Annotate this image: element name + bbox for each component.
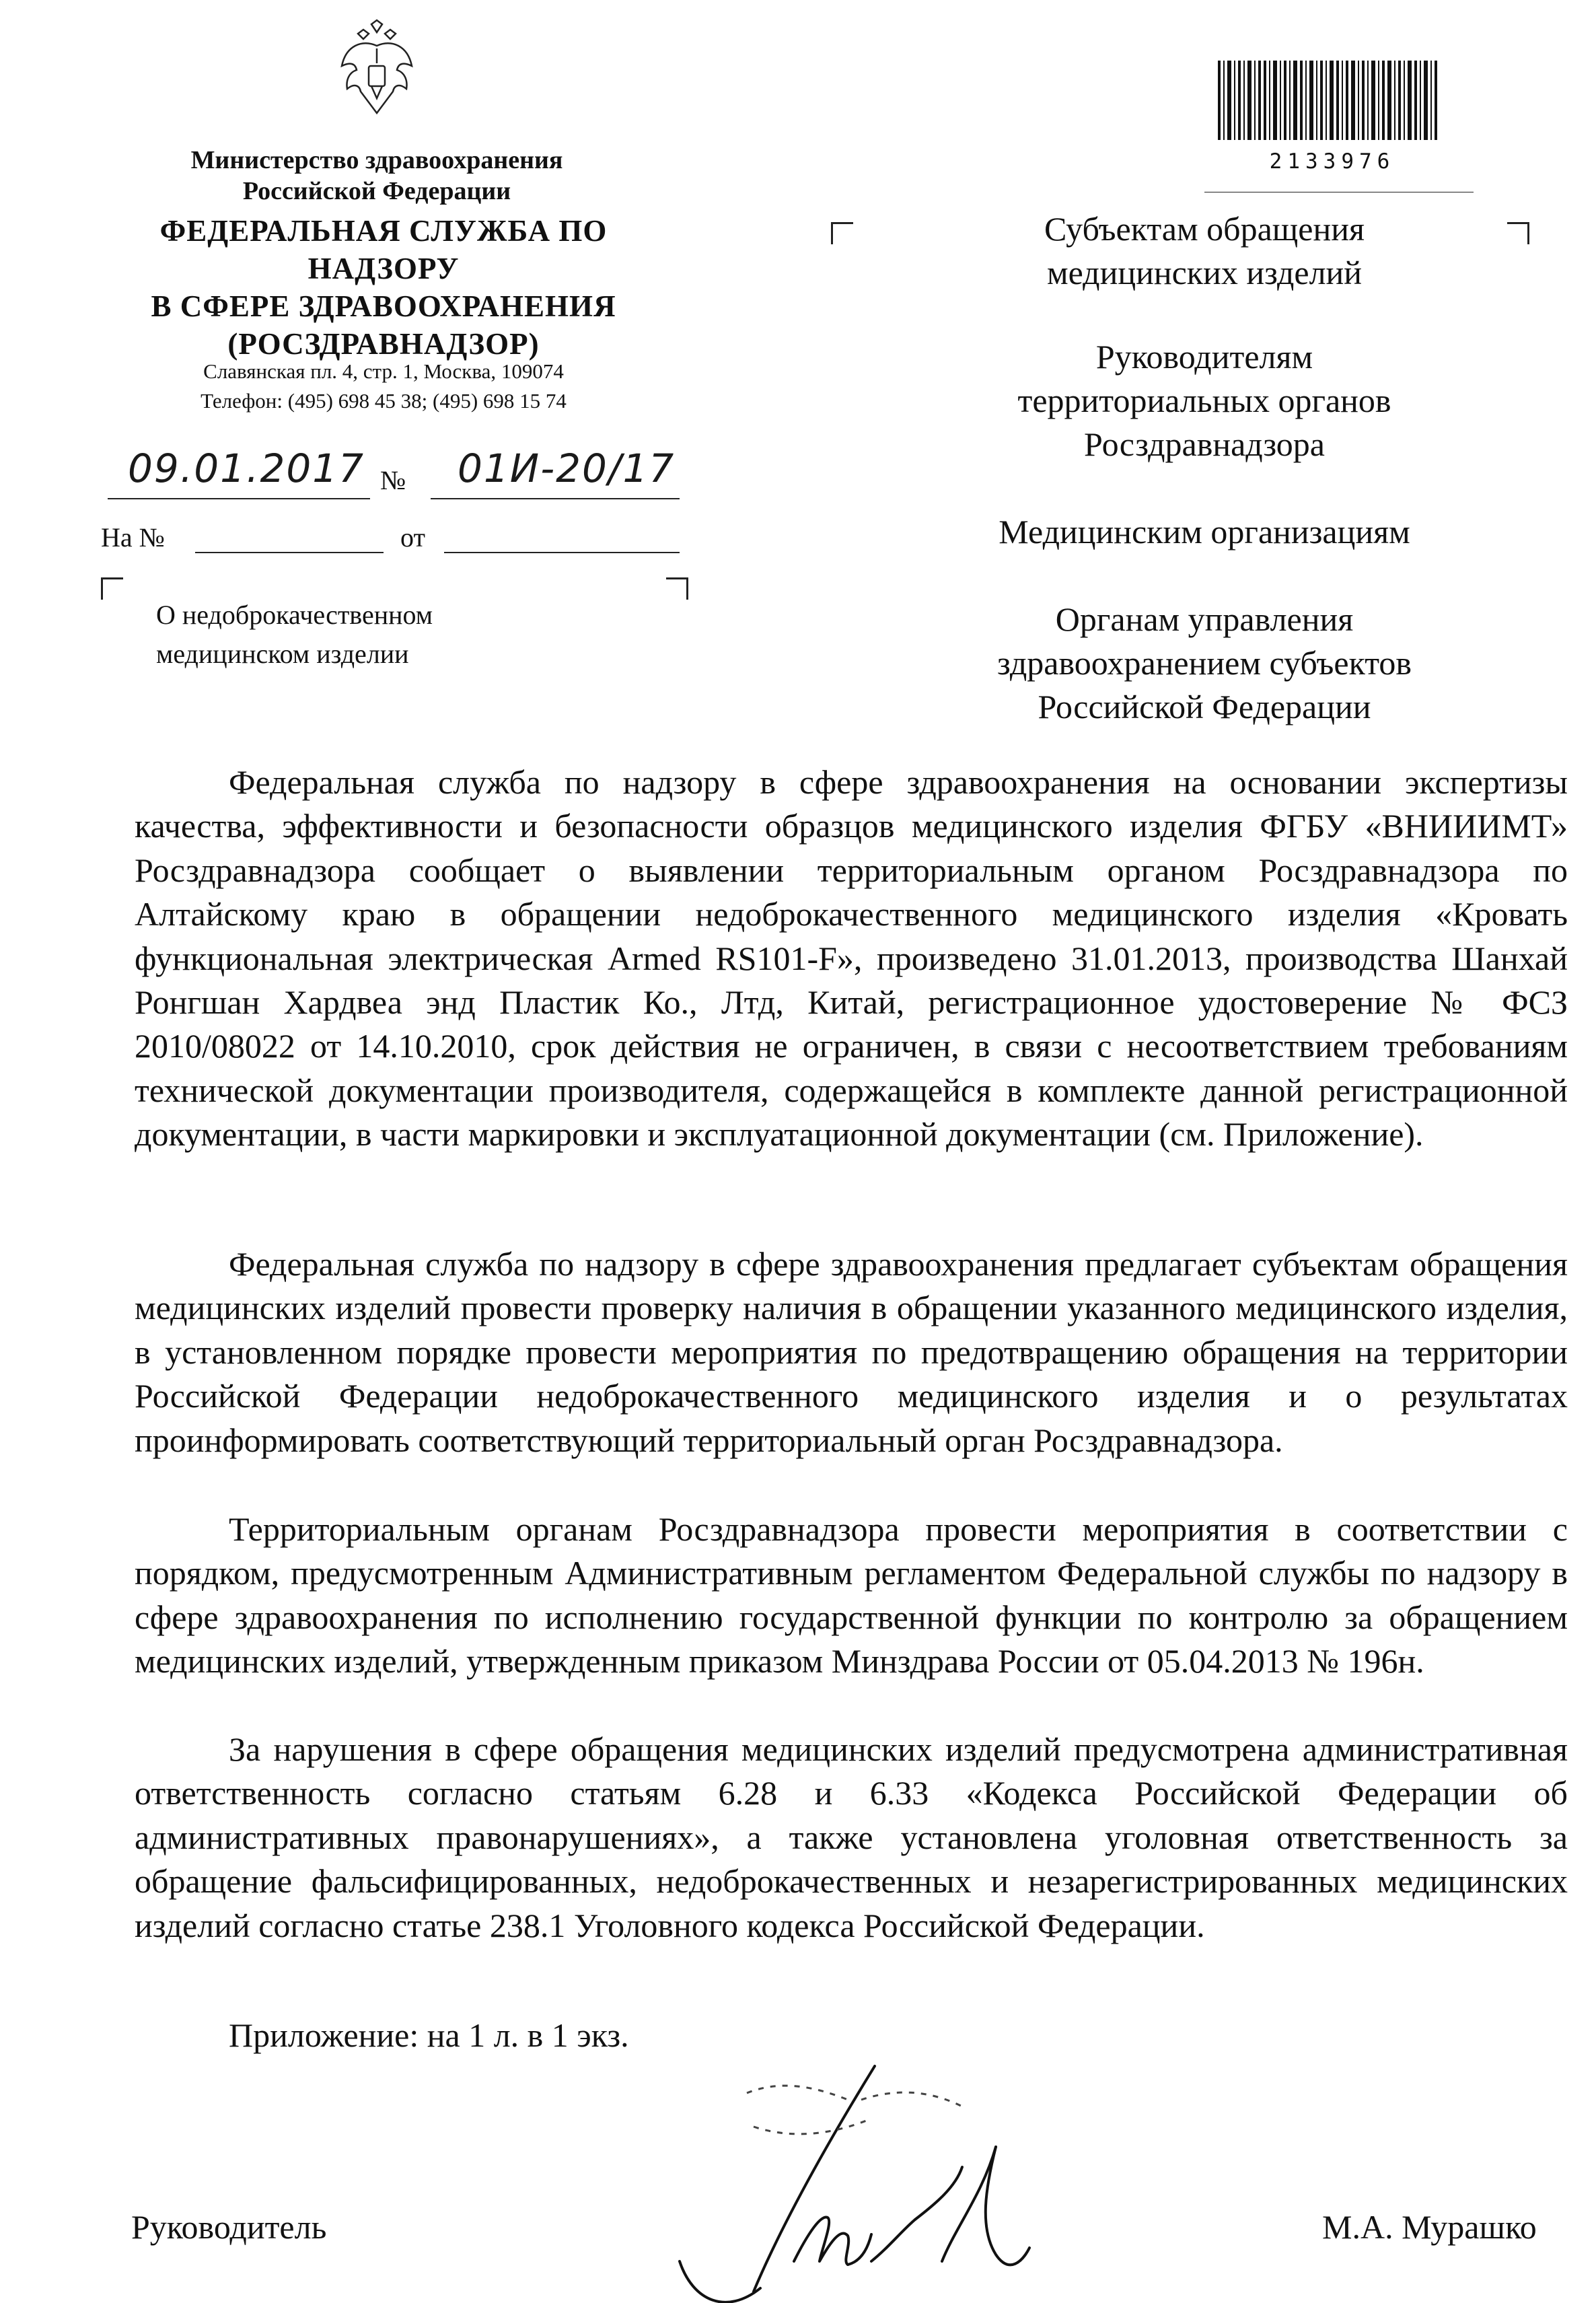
body-paragraph-4 xyxy=(135,1728,1568,1948)
barcode-number: 2133976 xyxy=(1269,149,1395,174)
subject xyxy=(156,596,627,674)
recipient-line: Российской Федерации xyxy=(1038,688,1371,725)
ref-number-underline xyxy=(195,552,384,553)
number-underline xyxy=(431,498,680,499)
ref-label: На № xyxy=(101,522,165,553)
paragraph-text: За нарушения в сфере обращения медицинских изделий предусмотрена административная ответственность согласно статьям 6.28 и 6.33 «Кодекса Российской Федерации об административных правонарушениях», а также установлена уголовная ответственность за обращение фальсифицированных, недоброкачественных и незарегистрированных медицинских изделий согласно статье 238.1 Уголовного кодекса Российской Федерации. xyxy=(135,1730,1568,1944)
paragraph-text: Федеральная служба по надзору в сфере здравоохранения на основании экспертизы качества, эффективности и безопасности образцов медицинского изделия ФГБУ «ВНИИИМТ» Росздравнадзора сообщает о выявлении территориальным органом Росздравнадзора по Алтайскому краю в обращении недоброкачественного медицинского изделия «Кровать функциональная электрическая Armed RS101-F», произведено 31.01.2013, производства Шанхай Ронгшан Хардвеа энд Пластик Ко., Лтд, Китай, регистрационное удостоверение № ФСЗ 2010/08022 от 14.10.2010, срок действия не ограничен, в связи с несоответствием требованиям технической документации производителя, содержащейся в комплекте данной регистрационной документации, в части маркировки и эксплуатационной документации (см. Приложение). xyxy=(135,763,1568,1154)
registration-number: 01И-20/17 xyxy=(458,446,676,491)
number-sign: № xyxy=(380,465,406,495)
paragraph-text: Территориальным органам Росздравнадзора провести мероприятия в соответствии с порядком, предусмотренным Административным регламентом Федеральной службы по надзору в сфере здравоохранения по исполнению государственной функции по контролю за обращением медицинских изделий, утвержденным приказом Минздрава России от 05.04.2013 № 196н. xyxy=(135,1510,1568,1680)
ministry-line1: Министерство здравоохранения xyxy=(190,146,563,174)
subject-line2: медицинском изделии xyxy=(156,639,409,669)
signatory-name: М.А. Мурашко xyxy=(1322,2208,1537,2246)
recipient-line: территориальных органов xyxy=(1017,382,1391,419)
recipient-line: Органам управления xyxy=(1055,600,1354,638)
address-line: Славянская пл. 4, стр. 1, Москва, 109074 xyxy=(203,359,564,383)
registration-date: 09.01.2017 xyxy=(128,446,365,491)
recipients-corner-right xyxy=(1507,222,1529,244)
recipient-block-1 xyxy=(902,207,1507,295)
paragraph-text: Федеральная служба по надзору в сфере здравоохранения предлагает субъектам обращения медицинских изделий провести проверку наличия в обращении указанного медицинского изделия, в установленном порядке провести мероприятия по предотвращению обращения на территории Российской Федерации недоброкачественного медицинского изделия и о результатах проинформировать соответствующий территориальный орган Росздравнадзора. xyxy=(135,1245,1568,1459)
signature-icon xyxy=(646,2059,1117,2303)
address-block xyxy=(108,357,659,416)
subject-corner-right xyxy=(666,577,688,600)
recipient-line: Медицинским организациям xyxy=(999,513,1410,551)
ministry-line2: Российской Федерации xyxy=(242,177,511,205)
recipient-line: здравоохранением субъектов xyxy=(996,644,1412,682)
subject-line1: О недоброкачественном xyxy=(156,600,433,630)
ministry-name xyxy=(121,145,632,207)
date-underline xyxy=(108,498,370,499)
coat-of-arms-icon xyxy=(336,19,417,127)
annex-note: Приложение: на 1 л. в 1 экз. xyxy=(229,2016,629,2054)
recipient-line: медицинских изделий xyxy=(1046,254,1363,291)
service-line2: В СФЕРЕ ЗДРАВООХРАНЕНИЯ xyxy=(151,289,616,323)
service-line1: ФЕДЕРАЛЬНАЯ СЛУЖБА ПО НАДЗОРУ xyxy=(159,214,608,285)
recipient-line: Субъектам обращения xyxy=(1044,210,1365,248)
recipient-block-2 xyxy=(902,335,1507,466)
body-paragraph-2 xyxy=(135,1242,1568,1462)
subject-corner-left xyxy=(101,577,123,600)
ref-date-underline xyxy=(444,552,680,553)
recipients-corner-left xyxy=(831,222,853,244)
recipient-block-3 xyxy=(902,510,1507,554)
phone-line: Телефон: (495) 698 45 38; (495) 698 15 74 xyxy=(201,389,567,413)
service-line3: (РОСЗДРАВНАДЗОР) xyxy=(227,327,540,361)
recipient-line: Руководителям xyxy=(1095,338,1313,376)
from-label: от xyxy=(400,522,425,553)
service-name xyxy=(81,212,686,363)
body-paragraph-3 xyxy=(135,1508,1568,1684)
signatory-title: Руководитель xyxy=(131,2208,327,2246)
body-paragraph-1 xyxy=(135,760,1568,1157)
recipient-block-4 xyxy=(902,598,1507,729)
recipient-line: Росздравнадзора xyxy=(1084,425,1325,463)
